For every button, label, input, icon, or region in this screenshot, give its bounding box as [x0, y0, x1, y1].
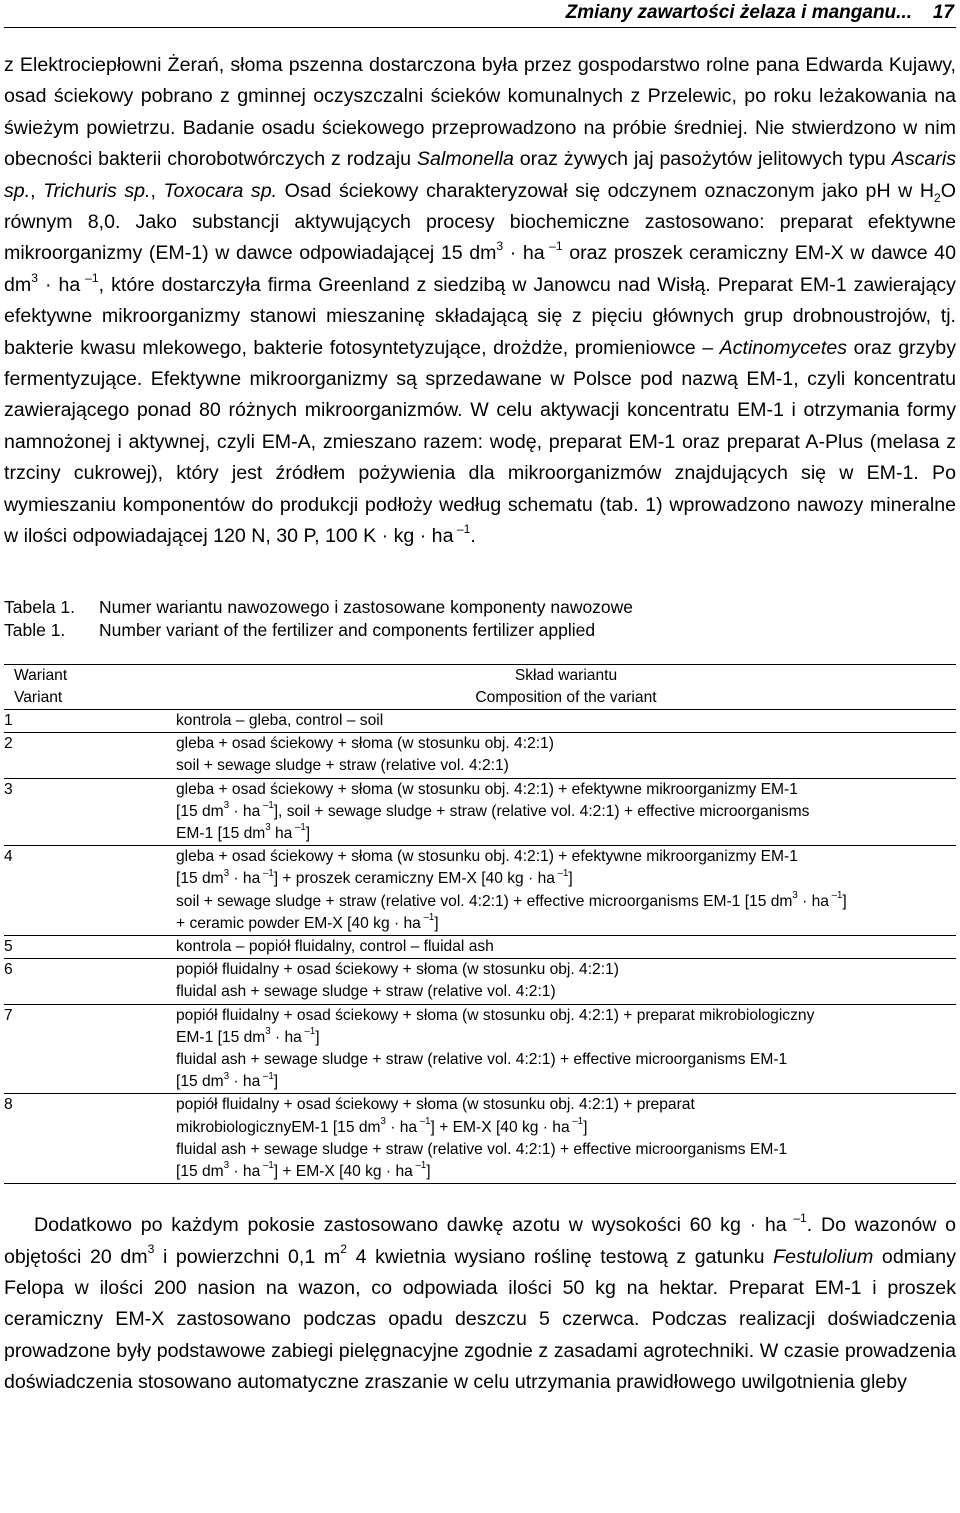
superscript: –1: [260, 800, 274, 812]
composition-line: popiół fluidalny + osad ściekowy + słoma (w stosunku obj. 4:2:1): [176, 961, 619, 979]
text-run: · ha: [229, 802, 261, 820]
superscript: 3: [496, 239, 504, 254]
superscript: 3: [223, 800, 230, 812]
text-run: Dodatkowo po każdym pokosie zastosowano dawkę azotu w wysokości 60 kg · ha: [34, 1214, 787, 1237]
variants-table: [4, 664, 956, 1185]
text-run: [15 dm: [176, 1162, 224, 1180]
italic-run: Toxocara sp.: [163, 179, 278, 202]
text-run: ]: [315, 1028, 320, 1046]
text-run: · ha: [229, 1073, 261, 1091]
text-run: · ha: [38, 273, 81, 296]
caption-english: [4, 619, 956, 642]
variant-composition: [176, 778, 956, 846]
variant-number: 7: [4, 1006, 13, 1024]
body-paragraph-2: [4, 1210, 956, 1398]
header-composition: [176, 664, 956, 709]
running-title: Zmiany zawartości żelaza i manganu...: [565, 2, 912, 23]
text-run: odmiany Felopa w ilości 200 nasion na wazon, co odpowiada ilości 50 kg na hektar. Preparat EM-1 i proszek ceramiczny EM-X zastosowano podczas opadu deszczu 5 czerwca. Podczas realizacji doświadczenia prowadzone były podstawowe zabiegi pielęgnacyjne zgodnie z zasadami agrotechniki. W czasie prowadzenia doświadczenia stosowano automatyczne zraszanie w celu utrzymania prawidłowego uwilgotnienia gleby: [4, 1245, 956, 1394]
text-run: ]: [434, 914, 439, 932]
superscript: –1: [301, 1026, 316, 1038]
superscript: –1: [292, 822, 306, 834]
text-run: EM-1 [15 dm: [176, 824, 266, 842]
text-run: , które dostarczyła firma Greenland z siedzibą w Janowcu nad Wisłą. Preparat EM-1 zawierający efektywne mikroorganizmy stanowi mieszaninę składającą się z pięciu głównych grup drobnoustrojów, tj. bakterie kwasu mlekowego, bakterie fotosyntetyzujące, drożdże, promieniowce –: [4, 273, 956, 359]
text-run: ]: [305, 824, 311, 842]
variant-composition: [176, 733, 956, 778]
composition-line: [176, 1117, 956, 1139]
table-row: [4, 1004, 956, 1094]
text-run: z Elektrociepłowni Żerań, słoma pszenna dostarczona była przez gospodarstwo rolne pana Edwarda Kujawy, osad ściekowy pobrano z gminnej oczyszczalni ścieków komunalnych z Przelewic, po roku leżakowania na świeżym powietrzu. Badanie osadu ściekowego przeprowadzono na próbie średniej. Nie stwierdzono w nim obecności bakterii chorobotwórczych z rodzaju: [4, 54, 956, 171]
text-run: .: [470, 525, 476, 548]
document-page: [4, 0, 956, 1399]
text-run: Osad ściekowy charakteryzował się odczynem oznaczonym jako pH w H: [277, 179, 934, 202]
superscript: –1: [828, 889, 843, 901]
text-run: EM-1 [15 dm: [176, 1028, 266, 1046]
composition-line: [176, 1071, 956, 1093]
text-run: i powierzchni 0,1 m: [154, 1245, 341, 1268]
composition-line: [176, 868, 956, 890]
body-paragraph-1: [4, 50, 956, 553]
composition-line: kontrola – popiół fluidalny, control – fluidal ash: [176, 937, 494, 955]
text-run: · ha: [229, 870, 261, 888]
text-run: oraz grzyby fermentyzujące. Efektywne mikroorganizmy są sprzedawane w Polsce pod nazwą EM-1, czyli koncentratu zawierającego ponad 80 różnych mikroorganizmów. W celu aktywacji koncentratu EM-1 i otrzymania formy namnożonej i aktywnej, czyli EM-A, zmieszano razem: wodę, preparat EM-1 oraz preparat A-Plus (melasa z trzciny cukrowej), który jest źródłem pożywienia dla mikroorganizmów znajdujących się w EM-1. Po wymieszaniu komponentów do produkcji podłoży według schematu (tab. 1) wprowadzono nawozy mineralne w ilości odpowiadającej 120 N, 30 P, 100 K · kg · ha: [4, 336, 956, 548]
superscript: 3: [223, 867, 230, 879]
composition-line: popiół fluidalny + osad ściekowy + słoma (w stosunku obj. 4:2:1) + preparat: [176, 1096, 695, 1114]
superscript: –1: [260, 867, 274, 879]
text-run: · ha: [503, 242, 545, 265]
superscript: –1: [544, 239, 563, 254]
text-run: ]: [273, 1073, 279, 1091]
header-variant: [4, 664, 176, 709]
superscript: 3: [265, 1026, 271, 1038]
superscript: 3: [147, 1242, 155, 1257]
text-run: oraz żywych jaj pasożytów jelitowych typu: [513, 148, 892, 171]
composition-line: gleba + osad ściekowy + słoma (w stosunku obj. 4:2:1) + efektywne mikroorganizmy EM-1: [176, 780, 798, 798]
italic-run: Trichuris sp.: [43, 179, 151, 202]
variant-number: 2: [4, 735, 13, 753]
composition-line: [176, 913, 956, 935]
composition-line: fluidal ash + sewage sludge + straw (relative vol. 4:2:1) + effective microorganisms EM-1: [176, 1050, 788, 1068]
table-row: [4, 733, 956, 778]
superscript: –1: [420, 912, 435, 924]
caption-polish: [4, 596, 956, 619]
header-text: Wariant: [14, 666, 68, 684]
composition-line: soil + sewage sludge + straw (relative vol. 4:2:1): [176, 757, 509, 775]
header-text: Composition of the variant: [475, 688, 657, 706]
superscript: 3: [792, 889, 798, 901]
text-run: oraz proszek ceramiczny EM-X w dawce 40 dm: [4, 242, 956, 296]
caption-label: Tabela 1.: [4, 596, 76, 617]
text-run: [15 dm: [176, 802, 224, 820]
text-run: soil + sewage sludge + straw (relative vol. 4:2:1) + effective microorganisms EM-1 [15 dm: [176, 892, 793, 910]
superscript: –1: [569, 1115, 584, 1127]
italic-run: Festulolium: [773, 1245, 874, 1268]
superscript: –1: [80, 270, 99, 285]
superscript: –1: [786, 1210, 807, 1225]
variant-composition: [176, 846, 956, 936]
text-run: ha: [270, 824, 293, 842]
text-run: ] + EM-X [40 kg · ha: [430, 1118, 570, 1136]
composition-line: [176, 1161, 956, 1183]
text-run: · ha: [385, 1118, 418, 1136]
variant-number: 6: [4, 961, 13, 979]
variant-composition: [176, 935, 956, 958]
text-run: + ceramic powder EM-X [40 kg · ha: [176, 914, 421, 932]
text-run: [15 dm: [176, 870, 224, 888]
variant-composition: [176, 1094, 956, 1184]
caption-text: Number variant of the fertilizer and components fertilizer applied: [99, 619, 596, 640]
header-text: Variant: [14, 688, 63, 706]
caption-label: Table 1.: [4, 619, 66, 640]
variant-number: 8: [4, 1096, 13, 1114]
text-run: mikrobiologicznyEM-1 [15 dm: [176, 1118, 381, 1136]
text-run: ]: [583, 1118, 588, 1136]
composition-line: popiół fluidalny + osad ściekowy + słoma (w stosunku obj. 4:2:1) + preparat mikrobiologiczny: [176, 1006, 815, 1024]
text-run: ] + proszek ceramiczny EM-X [40 kg · ha: [273, 870, 555, 888]
italic-run: Actinomycetes: [719, 336, 848, 359]
variant-composition: [176, 959, 956, 1004]
variant-number: 1: [4, 711, 13, 729]
variant-number: 5: [4, 937, 13, 955]
table-row: [4, 959, 956, 1004]
superscript: 3: [223, 1160, 230, 1172]
subscript: 2: [933, 190, 941, 205]
text-run: ]: [842, 892, 847, 910]
composition-line: fluidal ash + sewage sludge + straw (relative vol. 4:2:1) + effective microorganisms EM-1: [176, 1140, 788, 1158]
text-run: [15 dm: [176, 1073, 224, 1091]
table-row: [4, 846, 956, 936]
variant-composition: [176, 709, 956, 732]
header-text: Skład wariantu: [514, 666, 618, 684]
superscript: –1: [260, 1160, 274, 1172]
composition-line: fluidal ash + sewage sludge + straw (relative vol. 4:2:1): [176, 983, 556, 1001]
table-caption: [4, 596, 956, 642]
table-row: [4, 778, 956, 846]
table-row: [4, 935, 956, 958]
composition-line: [176, 1027, 956, 1049]
text-run: ,: [30, 179, 44, 202]
superscript: 3: [31, 270, 38, 285]
superscript: –1: [412, 1160, 427, 1172]
composition-line: gleba + osad ściekowy + słoma (w stosunku obj. 4:2:1): [176, 735, 554, 753]
variant-number: 3: [4, 780, 13, 798]
running-header: [4, 0, 956, 28]
text-run: ]: [568, 870, 573, 888]
text-run: ]: [426, 1162, 431, 1180]
table-header-row: [4, 664, 956, 709]
composition-line: [176, 823, 956, 845]
composition-line: gleba + osad ściekowy + słoma (w stosunku obj. 4:2:1) + efektywne mikroorganizmy EM-1: [176, 848, 798, 866]
text-run: O równym 8,0. Jako substancji aktywujących procesy biochemiczne zastosowano: preparat efektywne mikroorganizmy (EM-1) w dawce odpowiadającej 15 dm: [4, 179, 956, 265]
text-run: ] + EM-X [40 kg · ha: [273, 1162, 413, 1180]
composition-line: kontrola – gleba, control – soil: [176, 711, 384, 729]
table-row: [4, 709, 956, 732]
table-row: [4, 1094, 956, 1184]
superscript: 3: [380, 1115, 386, 1127]
italic-run: Salmonella: [416, 148, 514, 171]
text-run: . Do wazonów o objętości 20 dm: [4, 1214, 956, 1268]
text-run: · ha: [270, 1028, 302, 1046]
text-run: ], soil + sewage sludge + straw (relative vol. 4:2:1) + effective microorganisms: [273, 802, 810, 820]
superscript: –1: [260, 1070, 274, 1082]
caption-text: Numer wariantu nawozowego i zastosowane komponenty nawozowe: [99, 596, 634, 617]
composition-line: [176, 801, 956, 823]
superscript: 3: [223, 1070, 230, 1082]
text-run: ,: [150, 179, 164, 202]
composition-line: [176, 891, 956, 913]
page-number: 17: [932, 2, 954, 23]
superscript: –1: [554, 867, 569, 879]
superscript: 3: [265, 822, 271, 834]
superscript: 2: [340, 1242, 347, 1257]
superscript: –1: [417, 1115, 431, 1127]
text-run: · ha: [229, 1162, 261, 1180]
variant-number: 4: [4, 848, 13, 866]
text-run: · ha: [797, 892, 829, 910]
variant-composition: [176, 1004, 956, 1094]
italic-run: Ascaris sp.: [4, 148, 956, 202]
superscript: –1: [453, 521, 471, 536]
text-run: 4 kwietnia wysiano roślinę testową z gatunku: [346, 1245, 774, 1268]
